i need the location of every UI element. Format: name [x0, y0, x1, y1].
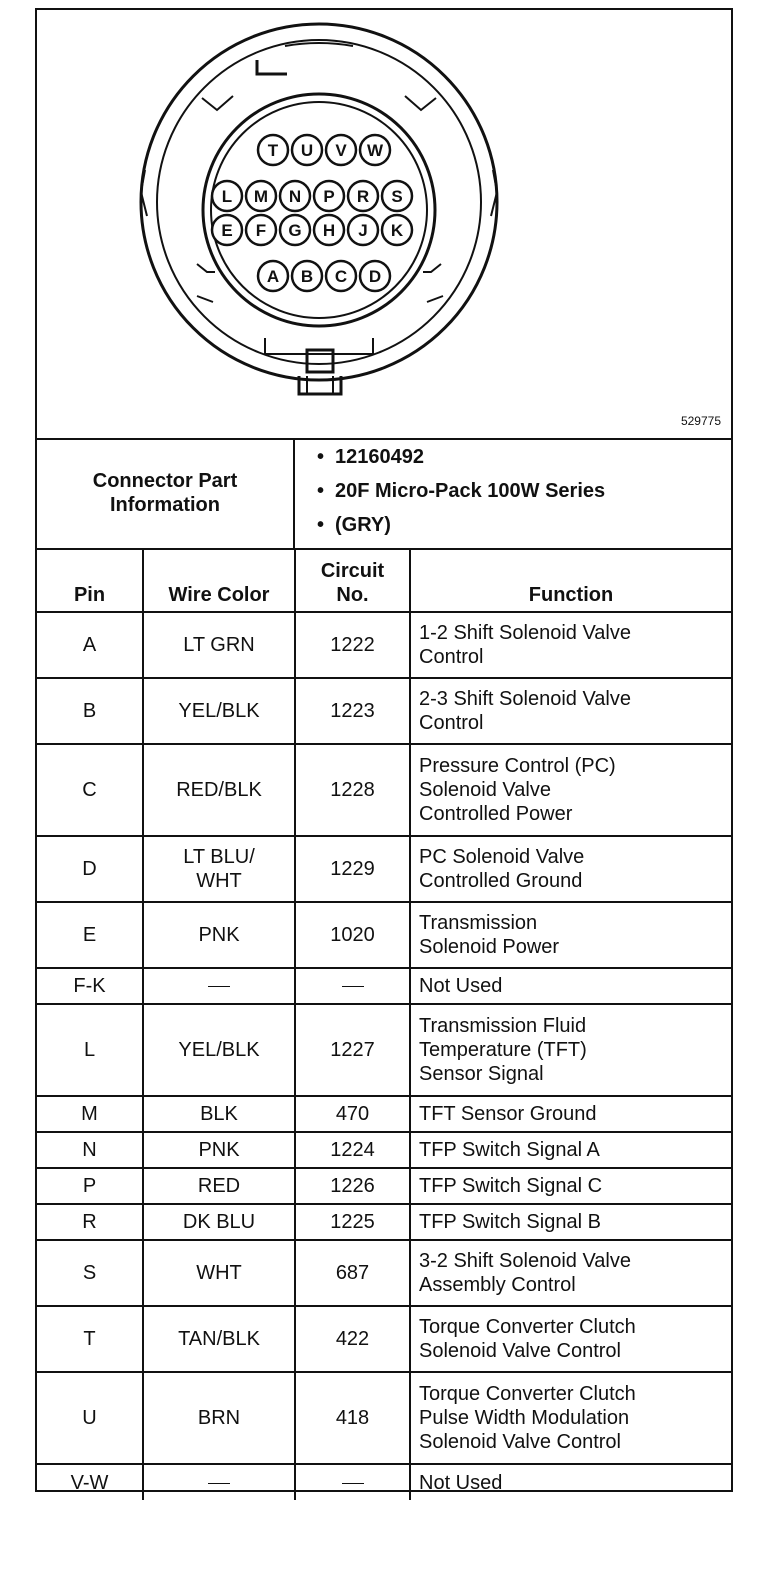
connector-detail-text: 12160492 [335, 446, 424, 468]
function-line: Not Used [419, 1471, 503, 1494]
cell-wire-color: PNK [143, 902, 295, 968]
function-line: Pulse Width Modulation [419, 1407, 630, 1429]
function-line: Transmission [419, 912, 538, 934]
connector-detail-text: 20F Micro-Pack 100W Series [335, 480, 606, 502]
function-line: Solenoid Valve Control [419, 1340, 621, 1362]
cell-pin: S [37, 1240, 143, 1306]
wire-color-line: LT BLU/ [183, 846, 255, 868]
cell-circuit-no: 1223 [295, 678, 410, 744]
pin-cavity-C [326, 261, 356, 291]
cell-circuit-no: 1222 [295, 612, 410, 678]
not-used-dash [342, 986, 364, 987]
cell-function [410, 1096, 731, 1132]
cell-function [410, 1464, 731, 1500]
cell-circuit-no: 1020 [295, 902, 410, 968]
function-line: TFT Sensor Ground [419, 1103, 597, 1125]
cell-function [410, 1372, 731, 1464]
pin-cavity-M [246, 181, 276, 211]
cell-wire-color: YEL/BLK [143, 1004, 295, 1096]
connector-detail-item [295, 508, 731, 542]
cell-pin: N [37, 1132, 143, 1168]
connector-detail-item [295, 474, 731, 508]
function-line: Sensor Signal [419, 1063, 544, 1085]
bullet-icon: • [317, 480, 325, 502]
function-line: Control [419, 712, 484, 734]
pin-cavity-G [280, 215, 310, 245]
connector-part-label-text: Connector Part Information [92, 470, 238, 516]
pin-cavity-label: F [255, 221, 267, 240]
pin-cavity-label: B [300, 267, 314, 286]
bullet-icon: • [317, 446, 325, 468]
function-line: Transmission Fluid [419, 1015, 587, 1037]
header-function: Function [410, 548, 731, 612]
pin-cavity-label: K [390, 221, 404, 240]
cell-pin: L [37, 1004, 143, 1096]
function-line: Controlled Ground [419, 870, 583, 892]
cell-function [410, 1204, 731, 1240]
function-line: Control [419, 646, 484, 668]
cell-circuit-no: 1224 [295, 1132, 410, 1168]
cell-function [410, 744, 731, 836]
function-line: 2-3 Shift Solenoid Valve [419, 688, 631, 710]
connector-part-details [295, 440, 731, 542]
connector-detail-text: (GRY) [335, 514, 391, 536]
pin-cavity-label: V [335, 141, 347, 160]
function-line: Torque Converter Clutch [419, 1316, 636, 1338]
cell-pin: D [37, 836, 143, 902]
cell-wire-color: PNK [143, 1132, 295, 1168]
pinout-table [37, 548, 731, 1500]
header-pin: Pin [37, 548, 143, 612]
cell-wire-color: LT GRN [143, 612, 295, 678]
pin-cavity-E [212, 215, 242, 245]
pin-cavity-A [258, 261, 288, 291]
pinout-table-body [37, 612, 731, 1500]
cell-circuit-no: 687 [295, 1240, 410, 1306]
table-row [37, 1004, 731, 1096]
pin-cavity-D [360, 261, 390, 291]
function-line: Solenoid Valve [419, 779, 551, 801]
function-line: 3-2 Shift Solenoid Valve [419, 1250, 631, 1272]
cell-function [410, 612, 731, 678]
cell-wire-color: DK BLU [143, 1204, 295, 1240]
cell-wire-color: WHT [143, 1240, 295, 1306]
cell-pin: R [37, 1204, 143, 1240]
header-circuit-no [295, 548, 410, 612]
function-line: Solenoid Valve Control [419, 1431, 621, 1453]
pin-cavity-label: G [288, 221, 302, 240]
pin-cavity-T [258, 135, 288, 165]
cell-wire-color: RED/BLK [143, 744, 295, 836]
function-line: Not Used [419, 975, 503, 997]
cell-wire-color: TAN/BLK [143, 1306, 295, 1372]
cell-wire-color: YEL/BLK [143, 678, 295, 744]
pin-cavity-J [348, 215, 378, 245]
pin-cavity-W [360, 135, 390, 165]
table-row [37, 1306, 731, 1372]
cell-wire-color: BRN [143, 1372, 295, 1464]
cell-function [410, 902, 731, 968]
cell-pin: M [37, 1096, 143, 1132]
pin-cavity-R [348, 181, 378, 211]
table-row [37, 1096, 731, 1132]
table-row [37, 836, 731, 902]
pin-cavity-label: J [358, 221, 368, 240]
pin-cavity-H [314, 215, 344, 245]
table-row [37, 902, 731, 968]
cell-wire-color [143, 1464, 295, 1500]
table-row [37, 612, 731, 678]
cell-function [410, 1004, 731, 1096]
pin-cavity-label: M [253, 187, 269, 206]
function-line: TFP Switch Signal C [419, 1175, 603, 1197]
pin-cavity-S [382, 181, 412, 211]
cell-circuit-no [295, 1464, 410, 1500]
pin-cavity-V [326, 135, 356, 165]
function-line: TFP Switch Signal A [419, 1139, 600, 1161]
table-row [37, 968, 731, 1004]
pin-cavity-label: L [221, 187, 233, 206]
cell-wire-color [143, 836, 295, 902]
cell-pin: U [37, 1372, 143, 1464]
function-line: TFP Switch Signal B [419, 1211, 601, 1233]
cell-pin: F-K [37, 968, 143, 1004]
header-circuit-text: Circuit No. [320, 560, 385, 606]
table-row [37, 1204, 731, 1240]
table-row [37, 1240, 731, 1306]
pin-cavity-label: C [334, 267, 348, 286]
connector-face-drawing [37, 10, 731, 438]
cell-wire-color: BLK [143, 1096, 295, 1132]
not-used-dash [208, 1483, 230, 1484]
cell-circuit-no: 470 [295, 1096, 410, 1132]
connector-part-info [37, 438, 731, 550]
cell-circuit-no: 422 [295, 1306, 410, 1372]
cell-pin: A [37, 612, 143, 678]
connector-sheet [35, 8, 733, 1492]
pin-cavity-label: P [323, 187, 335, 206]
table-row [37, 1132, 731, 1168]
table-row [37, 1168, 731, 1204]
not-used-dash [342, 1483, 364, 1484]
pin-cavity-label: H [322, 221, 336, 240]
cell-function [410, 678, 731, 744]
cell-pin: T [37, 1306, 143, 1372]
cell-circuit-no: 418 [295, 1372, 410, 1464]
function-line: Pressure Control (PC) [419, 755, 616, 777]
connector-part-label [37, 438, 295, 548]
cell-wire-color: RED [143, 1168, 295, 1204]
pin-cavity-label: D [368, 267, 382, 286]
function-line: Assembly Control [419, 1274, 576, 1296]
cell-wire-color [143, 968, 295, 1004]
wire-color-line: WHT [196, 870, 242, 892]
pin-cavity-label: N [288, 187, 302, 206]
cell-function [410, 836, 731, 902]
pin-cavity-P [314, 181, 344, 211]
function-line: Solenoid Power [419, 936, 560, 958]
function-line: Temperature (TFT) [419, 1039, 587, 1061]
figure-number: 529775 [680, 414, 721, 428]
pin-cavity-label: W [366, 141, 384, 160]
table-row [37, 744, 731, 836]
table-row [37, 1464, 731, 1500]
connector-detail-item [295, 440, 731, 474]
pin-cavity-B [292, 261, 322, 291]
table-row [37, 678, 731, 744]
pin-cavity-label: R [356, 187, 370, 206]
cell-pin: V-W [37, 1464, 143, 1500]
cell-function [410, 1240, 731, 1306]
cell-circuit-no: 1227 [295, 1004, 410, 1096]
cell-circuit-no: 1226 [295, 1168, 410, 1204]
cell-function [410, 1306, 731, 1372]
cell-pin: B [37, 678, 143, 744]
pin-cavity-N [280, 181, 310, 211]
connector-diagram [37, 10, 731, 440]
pin-cavity-label: E [221, 221, 233, 240]
cell-pin: P [37, 1168, 143, 1204]
pin-cavity-label: S [391, 187, 403, 206]
cell-function [410, 968, 731, 1004]
cell-circuit-no: 1229 [295, 836, 410, 902]
function-line: Torque Converter Clutch [419, 1383, 636, 1405]
not-used-dash [208, 986, 230, 987]
cell-pin: C [37, 744, 143, 836]
cell-function [410, 1132, 731, 1168]
header-wire-color: Wire Color [143, 548, 295, 612]
pin-grid [212, 135, 412, 291]
pin-cavity-label: U [300, 141, 314, 160]
pin-cavity-U [292, 135, 322, 165]
pin-cavity-L [212, 181, 242, 211]
cell-circuit-no [295, 968, 410, 1004]
cell-circuit-no: 1228 [295, 744, 410, 836]
pin-cavity-F [246, 215, 276, 245]
table-row [37, 1372, 731, 1464]
pin-cavity-label: A [266, 267, 280, 286]
cell-function [410, 1168, 731, 1204]
pin-cavity-label: T [267, 141, 279, 160]
bullet-icon: • [317, 514, 325, 536]
function-line: 1-2 Shift Solenoid Valve [419, 622, 631, 644]
function-line: Controlled Power [419, 803, 573, 825]
cell-circuit-no: 1225 [295, 1204, 410, 1240]
pin-cavity-K [382, 215, 412, 245]
cell-pin: E [37, 902, 143, 968]
function-line: PC Solenoid Valve [419, 846, 585, 868]
